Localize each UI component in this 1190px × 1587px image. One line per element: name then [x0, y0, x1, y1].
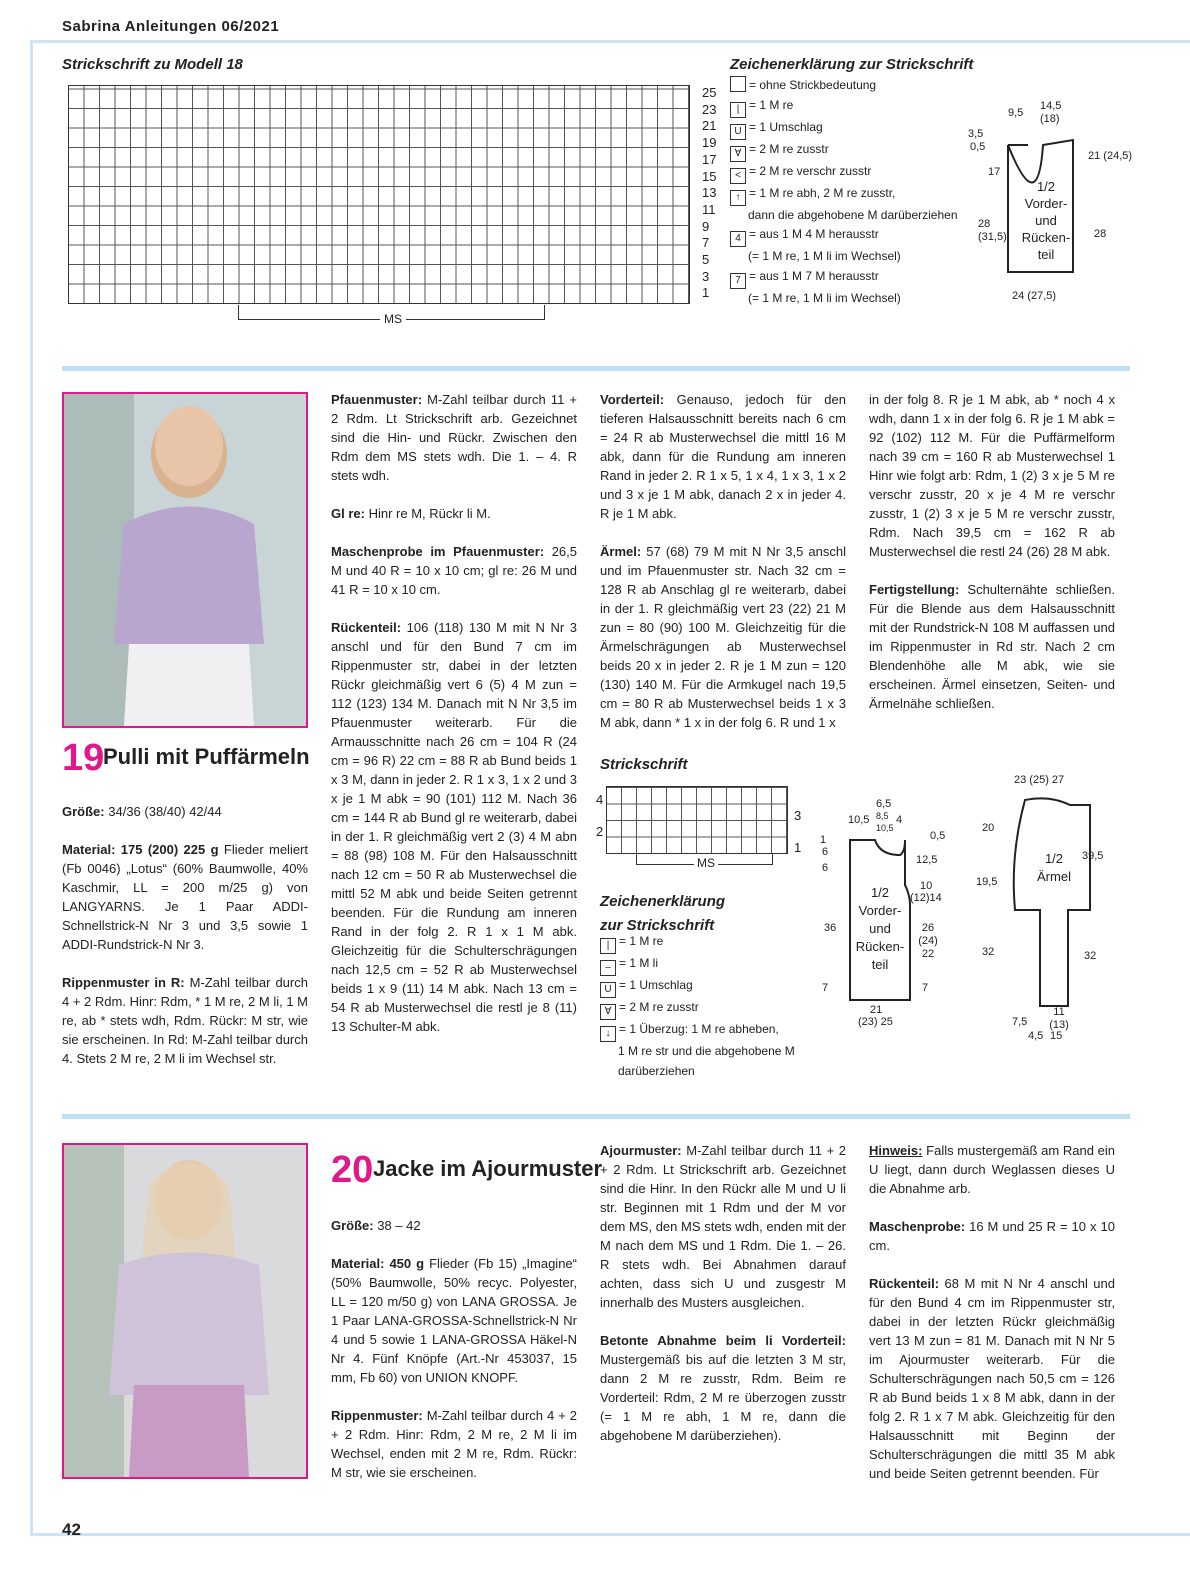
yarn-over-icon: U: [600, 982, 616, 998]
dim: 7: [822, 982, 829, 994]
dim: 17: [988, 166, 1001, 178]
knitting-chart-19: [606, 786, 788, 854]
dim: 28: [1094, 228, 1107, 240]
dim: 7: [922, 982, 929, 994]
k2tog-icon: ∀: [730, 146, 746, 162]
chart-19-row-numbers-left: [596, 784, 603, 848]
dim: (12)14: [910, 892, 942, 904]
row-number: 17: [702, 151, 717, 167]
legend-18-title: Zeichenerklärung zur Strickschrift: [730, 56, 974, 73]
dim: 1: [820, 834, 827, 846]
purl-stitch-icon: –: [600, 960, 616, 976]
dim: 23 (25) 27: [1014, 774, 1065, 786]
legend-19: | = 1 M re – = 1 M li U = 1 Umschlag ∀ = 2 M re zusstr ↓ = 1 Überzug: 1 M re abheben, 1 M re str und die abgehobene M darüberziehen: [600, 932, 850, 1081]
dim: (23) 25: [858, 1016, 893, 1028]
magazine-header: Sabrina Anleitungen 06/2021: [62, 18, 280, 35]
dim: 36: [824, 922, 837, 934]
ms-label-19: MS: [694, 856, 718, 870]
dim: 6: [822, 862, 829, 874]
dim: 19,5: [976, 876, 998, 888]
dim: 32: [982, 946, 995, 958]
dim: 15: [1050, 1030, 1063, 1042]
dim: 4: [896, 814, 903, 826]
empty-cell-icon: [730, 76, 746, 92]
increase-7-icon: 7: [730, 273, 746, 289]
yarn-over-icon: U: [730, 124, 746, 140]
row-number: 13: [702, 185, 717, 201]
section-separator: [62, 366, 1130, 371]
model-20-col2: Größe: 38 – 42 Material: 450 g Flieder (Fb 15) „Imagine“ (50% Baumwolle, 50% recyc. Polyester, LL = 120 m/50 g) von LANA GROSSA. Je 1 Paar LANA-GROSSA-Schnellstrick-N Nr 4 und 5 sowie 1 LANA-GROSSA Häkel-N Nr 4. Fünf Knöpfe (Art.-Nr 453037, 15 mm, Fb 60) von UNION KNOPF. Rippenmuster: M-Zahl teilbar durch 4 + 2 + 2 Rdm. Hinr: Rdm, 2 M re, 2 M li im Wechsel, enden mit 2 M re, Rdm. Rückr: M str, wie sie erscheinen.: [331, 1218, 577, 1480]
model-19-col3: Vorderteil: Genauso, jedoch für den tieferen Halsausschnitt bereits nach 6 cm = 24 R ab Musterwechsel die mittl 16 M abk, dann für die Rundung am inneren Rand in jeder 2. R 1 x 5, 1 x 4, 1 x 3, 1 x 2 und 3 x je 1 M abk, danach 2 x in jeder 4. R je 1 M abk. Ärmel: 57 (68) 79 M mit N Nr 3,5 anschl und im Pfauenmuster str. Nach 32 cm = 128 R ab Anschlag gl re weiterarb, dabei in der 1. R gleichmäßig vert 23 (22) 21 M zun = 80 (90) 100 M. Gleichzeitig für die Ärmelschrägungen ab Musterwechsel beids 20 x in jeder 2. R je 1 M zun = 120 (130) 140 M. Für die Armkugel nach 19,5 cm = 80 R ab Musterwechsel beids 1 x 3 M abk, dann * 1 x in der folg 6. R und 1 x: [600, 392, 846, 730]
dim: 4,5: [1028, 1030, 1044, 1042]
schema-19-sleeve: [980, 780, 1120, 1040]
row-number: 1: [702, 285, 710, 301]
row-number: 25: [702, 85, 717, 100]
row-number: 23: [702, 101, 717, 117]
row-number: 19: [702, 135, 717, 151]
dim: 21 (24,5): [1088, 150, 1133, 162]
k2tog-tbl-icon: <: [730, 168, 746, 184]
dim: 39,5: [1082, 850, 1104, 862]
row-number: 1: [794, 840, 802, 855]
dim: 24 (27,5): [1012, 290, 1057, 302]
row-number: 3: [702, 268, 710, 284]
knit-stitch-icon: |: [730, 102, 746, 118]
model-19-title: Pulli mit Puffärmeln: [103, 744, 310, 769]
dim: 28 (31,5): [978, 218, 1007, 243]
slip-over-icon: ↓: [600, 1026, 616, 1042]
model-19-col1: Größe: 34/36 (38/40) 42/44 Material: 175 (200) 225 g Flieder meliert (Fb 0046) „Lotus“ (60% Baumwolle, 40% Kaschmir, LL = 200 m/25 g) von LANGYARNS. Je 1 Paar ADDI-Schnellstrick-N Nr 3 und 3,5 sowie 1 ADDI-Rundstrick-N Nr 3. Rippenmuster in R: M-Zahl teilbar durch 4 + 2 Rdm. Hinr: Rdm, * 1 M re, 2 M li, 1 M re, ab * stets wdh, Rdm. Rückr: M str, wie sie erscheinen. In Rd: M-Zahl teilbar durch 4. Stets 2 M re, 2 M li im Wechsel str.: [62, 804, 309, 1066]
chart-18-title: Strickschrift zu Modell 18: [62, 56, 243, 73]
dim: 10,5: [848, 814, 870, 826]
chart-19-row-numbers-right: [794, 800, 801, 864]
row-number: 4: [596, 792, 604, 807]
row-number: 3: [794, 808, 802, 823]
row-number: 11: [702, 201, 716, 217]
ms-label-18: MS: [380, 312, 406, 326]
schema-18-label: 1/2 Vorder- und Rücken- teil: [1021, 179, 1071, 262]
knit-stitch-icon: |: [600, 938, 616, 954]
page-frame-bottom: [30, 1533, 1190, 1536]
dim: 26 (24) 22: [918, 922, 938, 960]
section-separator: [62, 1114, 1130, 1119]
dim: 0,5: [970, 141, 986, 153]
knitting-chart-18: [68, 85, 690, 304]
dim: 0,5: [930, 830, 946, 842]
model-19-photo: [62, 392, 308, 728]
page-frame-top: [30, 40, 1190, 43]
model-20-photo: [62, 1143, 308, 1479]
model-20-number: 20: [331, 1149, 374, 1191]
model-19-number: 19: [62, 737, 105, 779]
chart-18-row-numbers: [702, 85, 722, 302]
model-19-col4: in der folg 8. R je 1 M abk, ab * noch 4 x wdh, dann 1 x in der folg 6. R je 1 M abk = 92 (102) 112 M. Für die Puffärmelform nach 39 cm = 160 R ab Musterwechsel 1 Hinr wie folgt arb: Rdm, 1 (2) 3 x je 5 M re verschr zusstr, 20 x je 4 M re verschr zusstr, 1 (2) 3 x je 5 M re verschr zusstr, Rdm. Nach 39,5 cm = 162 R ab Musterwechsel die restl 24 (26) 28 M abk. Fertigstellung: Schulternähte schließen. Für die Blende aus dem Halsausschnitt mit der Rundstrick-N 108 M auffassen und im Rippenmuster in Rd str. Nach 2 cm Blendenhöhe alle M abk, wie sie erscheinen. Ärmel einsetzen, Seiten- und Ärmelnähe schließen.: [869, 392, 1115, 711]
chart-19-title: Strickschrift: [600, 756, 688, 773]
dim: 14,5 (18): [1040, 100, 1062, 125]
dim: 6: [822, 846, 829, 858]
dim: 12,5: [916, 854, 938, 866]
page-frame-left: [30, 40, 33, 1535]
row-number: 5: [702, 252, 710, 268]
double-decrease-icon: ↑: [730, 190, 746, 206]
row-number: 9: [702, 218, 710, 234]
model-20-title: Jacke im Ajourmuster: [373, 1156, 603, 1181]
increase-4-icon: 4: [730, 231, 746, 247]
dim: 6,5: [876, 798, 892, 810]
row-number: 7: [702, 235, 710, 251]
dim: 8,5: [876, 811, 889, 821]
model-20-col3: Ajourmuster: M-Zahl teilbar durch 11 + 2 + 2 Rdm. Lt Strickschrift arb. Gezeichnet sind die Hinr. In den Rückr alle M und U li str. Beginnen mit 1 Rdm und der M vor dem MS, den MS stets wdh, enden mit der M nach dem MS und 1 Rdm. Die 1. – 26. R stets wdh. Bei Abnahmen darauf achten, dass sich U und zusgestr M innerhalb des Musters ausgleichen. Betonte Abnahme beim li Vorderteil: Mustergemäß bis auf die letzten 3 M str, dann 2 M re zusstr, Rdm. Beim re Vorderteil: Rdm, 2 M re überzogen zusstr (= 1 M re abh, 1 M re, dann die abgehobene M darüberziehen).: [600, 1143, 846, 1443]
row-number: 15: [702, 168, 717, 184]
dim: 9,5: [1008, 107, 1024, 119]
dim: 32: [1084, 950, 1097, 962]
row-number: 2: [596, 824, 604, 839]
page-number: 42: [62, 1520, 81, 1539]
dim: 21: [870, 1004, 883, 1016]
legend-18: = ohne Strickbedeutung | = 1 M re U = 1 Umschlag ∀ = 2 M re zusstr < = 2 M re verschr zusstr ↑ = 1 M re abh, 2 M re zusstr, dann die abgehobene M darüberziehen 4 = aus 1 M 4 M herausstr (= 1 M re, 1 M li im Wechsel) 7 = aus 1 M 7 M herausstr (= 1 M re, 1 M li im Wechsel): [730, 76, 970, 308]
dim: 11 (13): [1049, 1006, 1069, 1031]
row-number: 21: [702, 118, 717, 134]
schema-19-body-label: 1/2 Vorder- und Rücken- teil: [855, 885, 905, 972]
schema-19-sleeve-label: 1/2 Ärmel: [1037, 851, 1071, 884]
dim: 20: [982, 822, 995, 834]
model-20-col4: Hinweis: Falls mustergemäß am Rand ein U liegt, dann durch Weglassen dieses U die Abnahme arb. Maschenprobe: 16 M und 25 R = 10 x 10 cm. Rückenteil: 68 M mit N Nr 4 anschl und für den Bund 4 cm im Rippenmuster str, dabei in der letzten Rückr gleichmäßig vert 13 M zun = 81 M. Danach mit N Nr 5 im Ajourmuster weiterarb. Für die Schulterschrägungen nach 50,5 cm = 126 R ab Bund beids 1 x 8 M abk, dann in der folg 2. R 1 x 7 M abk. Gleichzeitig für den Halsausschnitt mit Beginn der Schulterschrägungen die mittl 35 M abk und beide Seiten getrennt beenden. Für: [869, 1143, 1115, 1481]
legend-19-title: Zeichenerklärung zur Strickschrift: [600, 893, 726, 934]
dim: 3,5: [968, 128, 984, 140]
dim: 10,5: [876, 823, 894, 833]
dim: 7,5: [1012, 1016, 1028, 1028]
dim: 10: [920, 880, 933, 892]
k2tog-icon: ∀: [600, 1004, 616, 1020]
model-19-col2: Pfauenmuster: M-Zahl teilbar durch 11 + 2 Rdm. Lt Strickschrift arb. Gezeichnet sind die Hin- und Rückr. Zwischen den Rdm dem MS stets wdh. Die 1. – 4. R stets wdh. Gl re: Hinr re M, Rückr li M. Maschenprobe im Pfauenmuster: 26,5 M und 40 R = 10 x 10 cm; gl re: 26 M und 41 R = 10 x 10 cm. Rückenteil: 106 (118) 130 M mit N Nr 3 anschl und für den Bund 7 cm im Rippenmuster str, dabei in der letzten Rückr gleichmäßig vert 6 (5) 4 M zun = 112 (123) 134 M. Danach mit N Nr 3,5 im Pfauenmuster weiterarb. Für die Armausschnitte nach 26 cm = 104 R (24 cm = 96 R) 22 cm = 88 R ab Bund beids 1 x 3 M, dann in jeder 2. R 1 x 3, 1 x 2 und 3 x je 1 M abk = 90 (101) 112 M. Nach 36 cm = 144 R ab Bund gl re weiterarb, dabei in der 1. R gleichmäßig vert 2 (3) 4 M abn = 88 (98) 108 M. Für den Halsausschnitt nach 12 cm = 50 R ab Musterwechsel die mittl 52 M abk und beide Seiten getrennt beenden. Für die Rundung am inneren Rand in der folg 2. R 1 x 1 M abk. Gleichzeitig für die Schulterschrägungen nach 12,5 cm = 52 R ab Musterwechsel beids 1 x 9 (11) 14 M abk. Nach 13 cm = 54 R ab Musterwechsel die restl je 8 (11) 13 Schulter-M abk.: [331, 392, 577, 1034]
